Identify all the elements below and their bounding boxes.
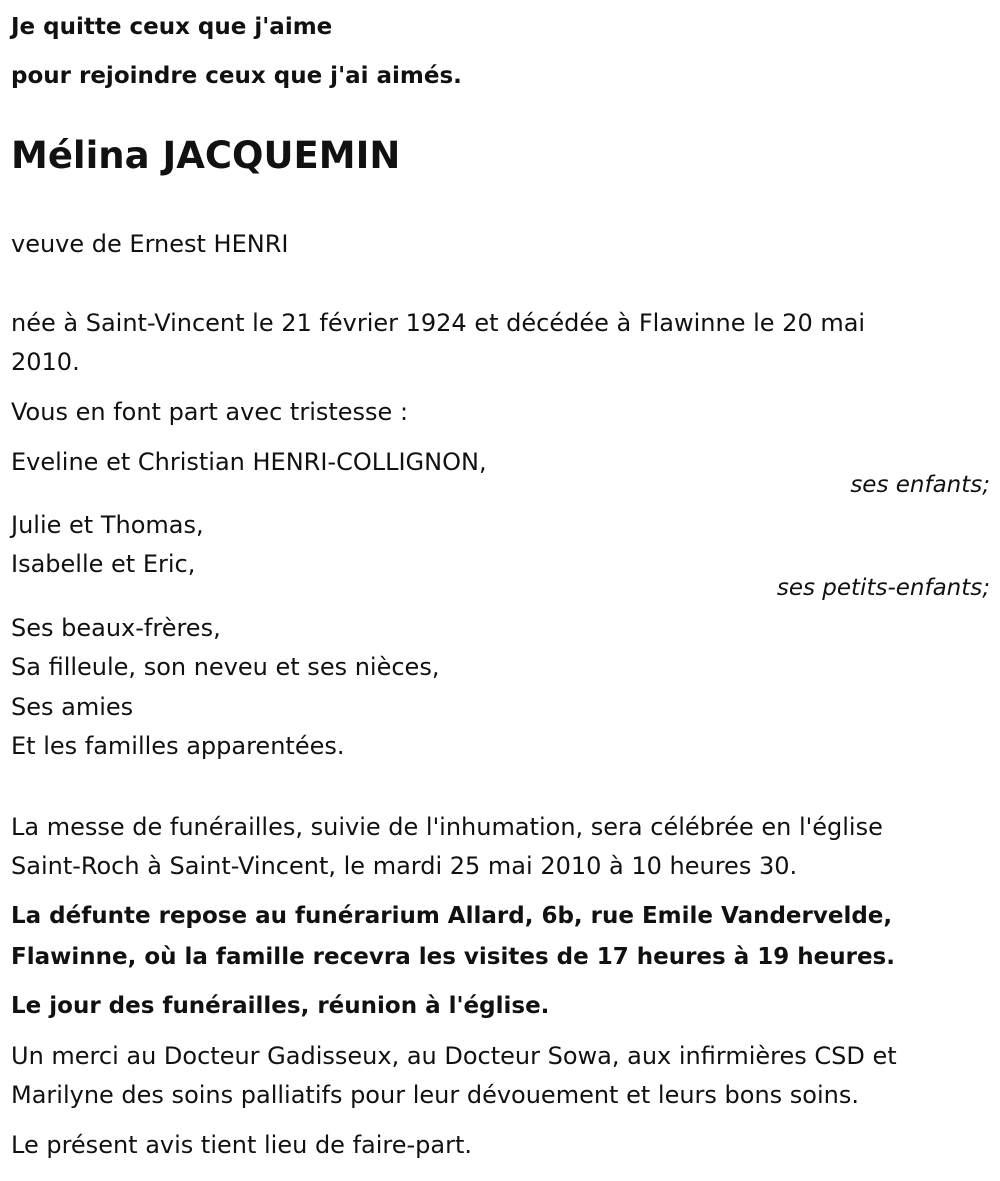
relatives-line-2: Sa filleule, son neveu et ses nièces, [11, 653, 440, 681]
closing-line: Le présent avis tient lieu de faire-part. [11, 1131, 473, 1159]
announcement-intro: Vous en font part avec tristesse : [11, 398, 409, 426]
deceased-name: Mélina JACQUEMIN [11, 134, 401, 177]
mass-line-2: Saint-Roch à Saint-Vincent, le mardi 25 mai 2010 à 10 heures 30. [11, 852, 798, 880]
relatives-line-1: Ses beaux-frères, [11, 614, 221, 642]
thanks-line-2: Marilyne des soins palliatifs pour leur dévouement et leurs bons soins. [11, 1081, 860, 1109]
grandchildren-role: ses petits-enfants; [776, 575, 990, 601]
thanks-line-1: Un merci au Docteur Gadisseux, au Docteur Sowa, aux infirmières CSD et [11, 1042, 897, 1070]
repose-line-1: La défunte repose au funérarium Allard, 6b, rue Emile Vandervelde, [11, 903, 893, 929]
meeting-line: Le jour des funérailles, réunion à l'église. [11, 993, 550, 1019]
grandchildren-line-2: Isabelle et Eric, [11, 550, 196, 578]
epigraph-line-1: Je quitte ceux que j'aime [11, 14, 333, 40]
widow-of-line: veuve de Ernest HENRI [11, 230, 289, 258]
children-names: Eveline et Christian HENRI-COLLIGNON, [11, 448, 487, 476]
mass-line-1: La messe de funérailles, suivie de l'inhumation, sera célébrée en l'église [11, 813, 883, 841]
birth-death-line-1: née à Saint-Vincent le 21 février 1924 et décédée à Flawinne le 20 mai [11, 309, 866, 337]
relatives-line-4: Et les familles apparentées. [11, 732, 345, 760]
relatives-line-3: Ses amies [11, 693, 134, 721]
grandchildren-line-1: Julie et Thomas, [11, 511, 204, 539]
birth-death-line-2: 2010. [11, 348, 80, 376]
epigraph-line-2: pour rejoindre ceux que j'ai aimés. [11, 63, 462, 89]
children-role: ses enfants; [850, 472, 990, 498]
repose-line-2: Flawinne, où la famille recevra les visites de 17 heures à 19 heures. [11, 944, 895, 970]
